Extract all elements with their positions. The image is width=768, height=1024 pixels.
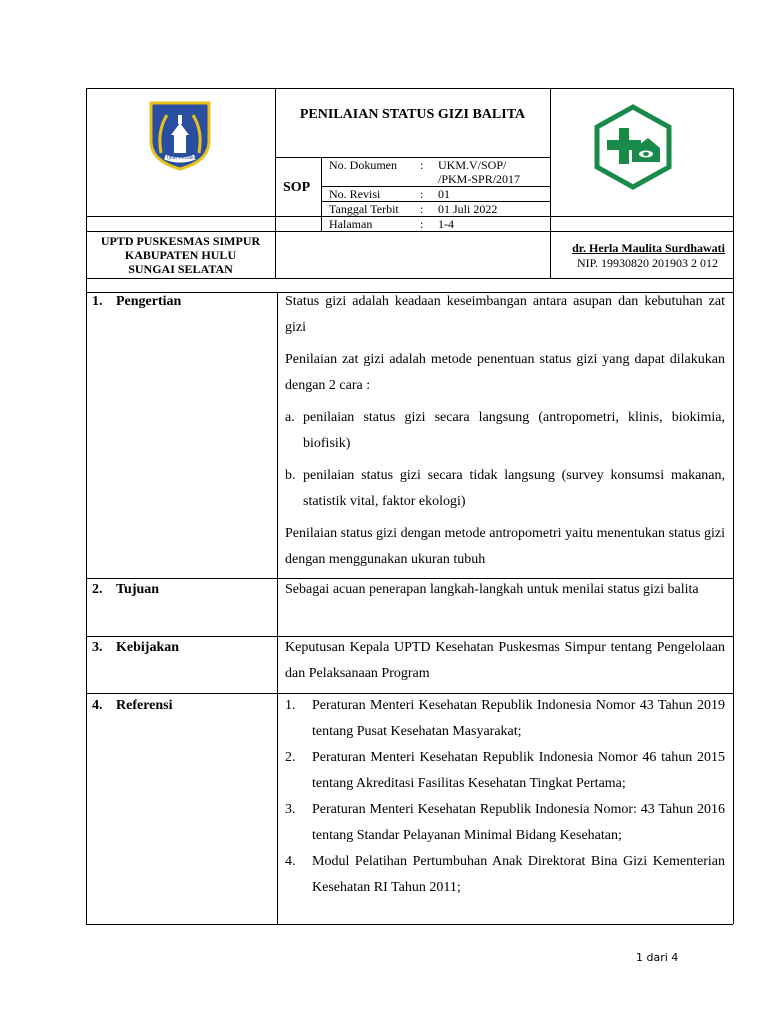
section-label-pengertian: 1. Pengertian bbox=[92, 294, 182, 309]
org-line-2: KABUPATEN HULU bbox=[124, 248, 237, 262]
org-line-3: SUNGAI SELATAN bbox=[128, 262, 233, 276]
section-body-pengertian bbox=[285, 289, 725, 573]
meta-halaman-label: Halaman bbox=[329, 217, 373, 231]
organization-name bbox=[86, 234, 275, 276]
page-number: 1 dari 4 bbox=[636, 951, 679, 964]
meta-halaman-value: 1-4 bbox=[438, 217, 454, 231]
emblem-motto: Ijkai Mufakat bbox=[167, 155, 199, 161]
list-item: a. penilaian status gizi secara langsung (antropometri, klinis, biokimia, biofisik) bbox=[285, 410, 725, 451]
org-line-1: UPTD PUSKESMAS SIMPUR bbox=[100, 234, 261, 248]
section-body-tujuan: Sebagai acuan penerapan langkah-langkah untuk menilai status gizi balita bbox=[285, 582, 699, 597]
meta-doc-value2: /PKM-SPR/2017 bbox=[438, 172, 521, 186]
meta-doc-sep: : bbox=[420, 158, 424, 172]
pengertian-p3: Penilaian status gizi dengan metode antropometri yaitu menentukan status gizi dengan menggunakan ukuran tubuh bbox=[285, 526, 725, 567]
meta-doc-value: UKM.V/SOP/ bbox=[438, 158, 507, 172]
sop-label: SOP bbox=[283, 180, 311, 195]
section-label-kebijakan: 3. Kebijakan bbox=[92, 640, 180, 655]
section-label-referensi: 4. Referensi bbox=[92, 698, 173, 713]
signer-name: dr. Herla Maulita Surdhawati bbox=[572, 241, 725, 255]
meta-tanggal-value: 01 Juli 2022 bbox=[438, 202, 498, 216]
signer-nip: NIP. 19930820 201903 2 012 bbox=[576, 256, 718, 270]
section-body-kebijakan: Keputusan Kepala UPTD Kesehatan Puskesmas Simpur tentang Pengelolaan dan Pelaksanaan Program bbox=[285, 640, 725, 681]
list-item: 1. Peraturan Menteri Kesehatan Republik Indonesia Nomor 43 Tahun 2019 tentang Pusat Kesehatan Masyarakat; bbox=[285, 698, 725, 739]
pengertian-p1: Status gizi adalah keadaan keseimbangan antara asupan dan kebutuhan zat gizi bbox=[285, 294, 725, 335]
section-body-referensi bbox=[285, 693, 725, 901]
section-label-tujuan: 2. Tujuan bbox=[92, 582, 160, 597]
meta-tanggal-sep: : bbox=[420, 202, 424, 216]
meta-halaman-sep: : bbox=[420, 217, 424, 231]
list-item: 4. Modul Pelatihan Pertumbuhan Anak Direktorat Bina Gizi Kementerian Kesehatan RI Tahun 2011; bbox=[285, 854, 725, 895]
meta-tanggal-label: Tanggal Terbit bbox=[329, 202, 399, 216]
provincial-emblem-logo bbox=[147, 101, 213, 171]
meta-doc-label: No. Dokumen bbox=[329, 158, 397, 172]
meta-revisi-value: 01 bbox=[438, 187, 450, 201]
meta-revisi-sep: : bbox=[420, 187, 424, 201]
puskesmas-logo bbox=[594, 104, 672, 190]
meta-revisi-label: No. Revisi bbox=[329, 187, 381, 201]
list-item: b. penilaian status gizi secara tidak langsung (survey konsumsi makanan, statistik vital, faktor ekologi) bbox=[285, 468, 725, 509]
list-item: 3. Peraturan Menteri Kesehatan Republik Indonesia Nomor: 43 Tahun 2016 tentang Standar Pelayanan Minimal Bidang Kesehatan; bbox=[285, 802, 725, 843]
pengertian-p2: Penilaian zat gizi adalah metode penentuan status gizi yang dapat dilakukan dengan 2 cara : bbox=[285, 352, 725, 393]
document-title: PENILAIAN STATUS GIZI BALITA bbox=[299, 107, 526, 122]
list-item: 2. Peraturan Menteri Kesehatan Republik Indonesia Nomor 46 tahun 2015 tentang Akreditasi Fasilitas Kesehatan Tingkat Pertama; bbox=[285, 750, 725, 791]
